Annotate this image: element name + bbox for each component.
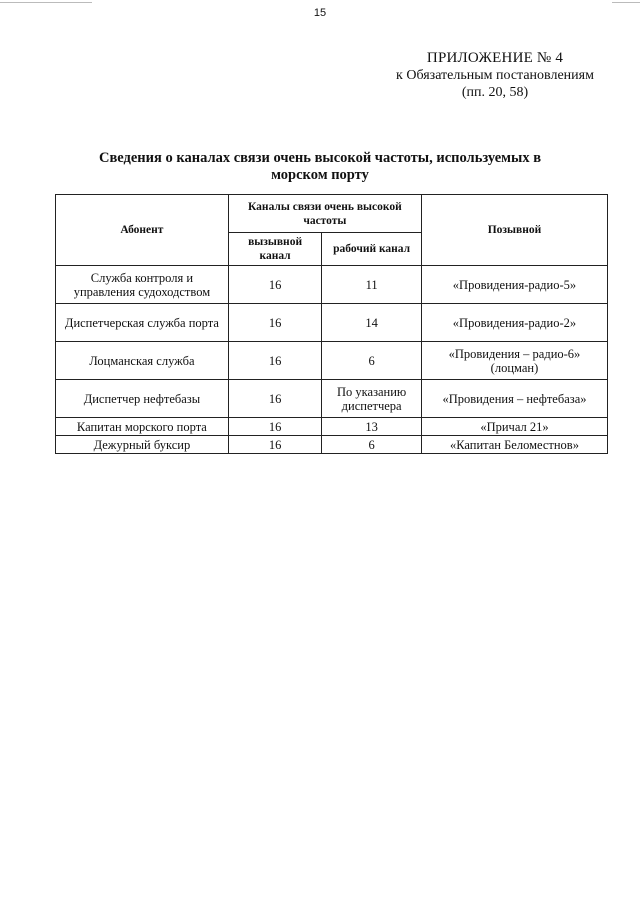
cell-work-channel: По указанию диспетчера — [322, 380, 422, 418]
table-row — [56, 436, 608, 454]
heading-line-1: Сведения о каналах связи очень высокой частоты, используемых в — [98, 150, 542, 166]
header-call-channel: вызывной канал — [228, 233, 322, 266]
appendix-reference: к Обязательным постановлениям — [396, 68, 594, 83]
cell-callsign: «Капитан Беломестнов» — [421, 436, 607, 454]
cell-work-channel: 14 — [322, 304, 422, 342]
cell-call-channel: 16 — [228, 342, 322, 380]
header-callsign: Позывной — [421, 195, 607, 266]
cell-call-channel: 16 — [228, 380, 322, 418]
cell-work-channel: 6 — [322, 436, 422, 454]
appendix-paragraphs: (пп. 20, 58) — [461, 85, 529, 100]
table-row — [56, 342, 608, 380]
table-row — [56, 304, 608, 342]
cell-abonent: Служба контроля и управления судоходством — [56, 266, 229, 304]
table-row — [56, 266, 608, 304]
vhf-channels-table — [55, 194, 608, 454]
cell-abonent: Капитан морского порта — [56, 418, 229, 436]
page-number: 15 — [313, 7, 327, 19]
table-row — [56, 380, 608, 418]
cell-abonent: Дежурный буксир — [56, 436, 229, 454]
header-abonent: Абонент — [56, 195, 229, 266]
header-work-channel: рабочий канал — [322, 233, 422, 266]
cell-work-channel: 13 — [322, 418, 422, 436]
document-heading — [95, 150, 545, 184]
table-header-row — [56, 195, 608, 233]
cell-callsign: «Провидения-радио-2» — [421, 304, 607, 342]
cell-abonent: Диспетчер нефтебазы — [56, 380, 229, 418]
table-row — [56, 418, 608, 436]
appendix-block — [380, 50, 610, 101]
header-channels-group: Каналы связи очень высокой частоты — [228, 195, 421, 233]
cell-callsign: «Причал 21» — [421, 418, 607, 436]
scan-artifact-line — [0, 2, 92, 3]
cell-abonent: Диспетчерская служба порта — [56, 304, 229, 342]
appendix-title: ПРИЛОЖЕНИЕ № 4 — [426, 50, 564, 66]
cell-call-channel: 16 — [228, 304, 322, 342]
cell-work-channel: 6 — [322, 342, 422, 380]
cell-call-channel: 16 — [228, 418, 322, 436]
cell-callsign: «Провидения-радио-5» — [421, 266, 607, 304]
cell-callsign: «Провидения – радио-6» (лоцман) — [421, 342, 607, 380]
cell-work-channel: 11 — [322, 266, 422, 304]
cell-callsign: «Провидения – нефтебаза» — [421, 380, 607, 418]
cell-call-channel: 16 — [228, 436, 322, 454]
heading-line-2: морском порту — [271, 167, 369, 183]
scan-artifact-line — [612, 2, 640, 3]
cell-call-channel: 16 — [228, 266, 322, 304]
cell-abonent: Лоцманская служба — [56, 342, 229, 380]
